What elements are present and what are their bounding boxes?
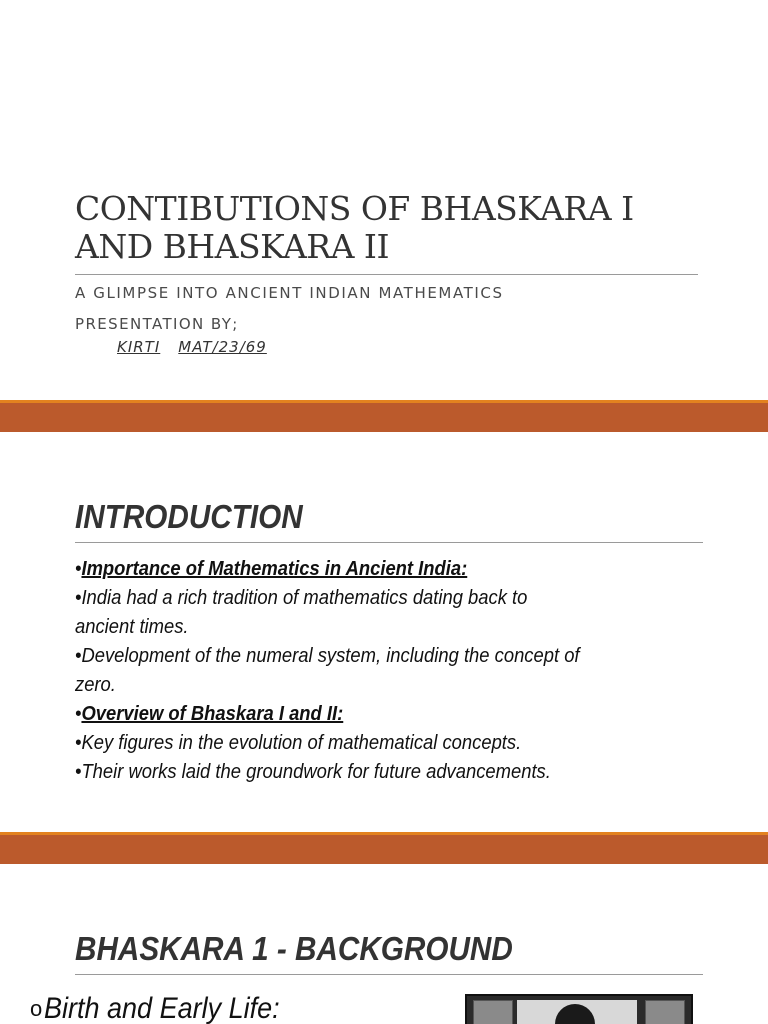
bullet-marker: o: [30, 996, 43, 1021]
bullet-item: •Their works laid the groundwork for future advancements.: [75, 761, 551, 783]
introduction-slide: [0, 432, 768, 832]
presented-by-label: PRESENTATION BY;: [75, 315, 239, 333]
title-divider: [75, 274, 698, 275]
bullet-marker: •: [75, 703, 82, 725]
bullet-item: •India had a rich tradition of mathematics dating back to ancient times.: [75, 587, 528, 638]
title-divider: [75, 542, 703, 543]
ornament-image: [473, 1000, 513, 1024]
bullet-item: [30, 992, 306, 1024]
background-slide: [0, 864, 768, 1024]
author-id: MAT/23/69: [178, 338, 267, 356]
bullet-heading: Importance of Mathematics in Ancient India:: [81, 558, 468, 580]
portrait-image: [465, 994, 693, 1024]
bullet-heading: Birth and Early Life:: [44, 992, 280, 1024]
bullet-item: [75, 700, 590, 729]
title-line-2: AND BHASKARA II: [75, 227, 390, 266]
title-divider: [75, 974, 703, 975]
presentation-subtitle: A GLIMPSE INTO ANCIENT INDIAN MATHEMATICS: [75, 284, 504, 302]
slide-separator-band: [0, 400, 768, 432]
slide-title: BHASKARA 1 - BACKGROUND: [75, 930, 513, 967]
bullet-item: •Development of the numeral system, including the concept of zero.: [75, 645, 580, 696]
title-slide: [0, 0, 768, 400]
author-name: KIRTI: [117, 338, 161, 356]
slide-separator-band: [0, 832, 768, 864]
title-line-1: CONTIBUTIONS OF BHASKARA I: [75, 189, 634, 228]
bullet-list: [75, 555, 590, 787]
slide-title: INTRODUCTION: [75, 498, 303, 535]
author-line: [117, 338, 267, 356]
bullet-item: •Key figures in the evolution of mathematical concepts.: [75, 732, 522, 754]
presentation-title: [75, 190, 695, 266]
bullet-marker: •: [75, 558, 82, 580]
bullet-heading: Overview of Bhaskara I and II:: [81, 703, 344, 725]
ornament-image: [645, 1000, 685, 1024]
bullet-item: [75, 555, 590, 584]
